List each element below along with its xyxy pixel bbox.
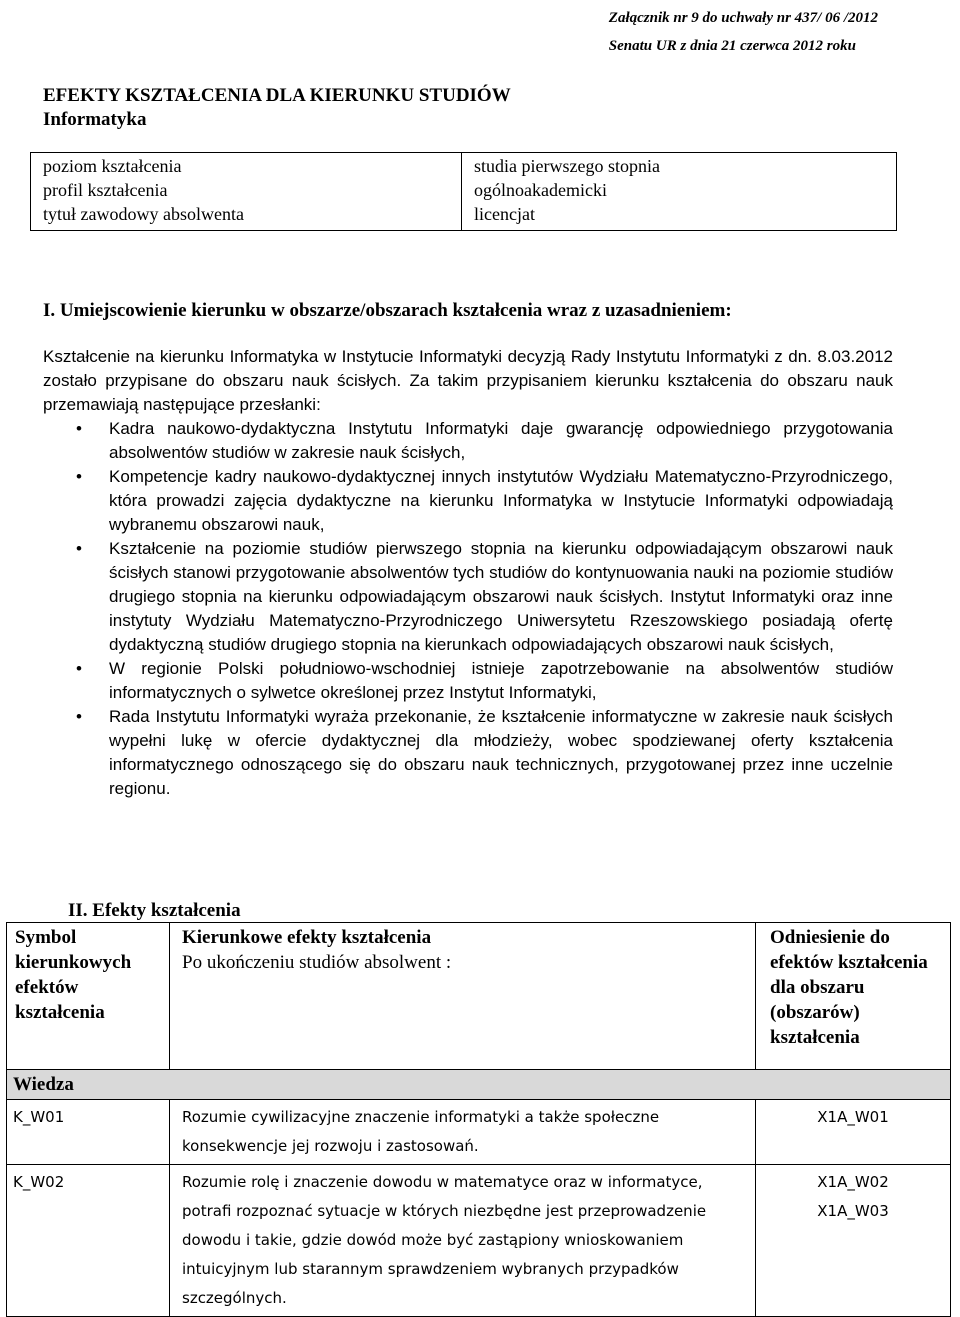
section-2-title: II. Efekty kształcenia xyxy=(68,900,241,921)
rationale-item xyxy=(43,537,893,657)
page-title xyxy=(43,84,511,132)
rationale-text: Kompetencje kadry naukowo-dydaktycznej innych instytutów Wydziału Matematyczno-Przyrodniczego, która prowadzi zajęcia dydaktyczne na kierunku Informatyka w Instytucie Informatyki odpowiadają wybranemu obszarowi nauk, xyxy=(109,467,893,534)
rationale-text: Kadra naukowo-dydaktyczna Instytutu Informatyki daje gwarancję odpowiedniego przygotowania absolwentów studiów w zakresie nauk ścisłych, xyxy=(109,419,893,462)
reference-code: X1A_W02 xyxy=(817,1173,889,1191)
info-value-level: studia pierwszego stopnia xyxy=(474,156,660,176)
attachment-line-2: Senatu UR z dnia 21 czerwca 2012 roku xyxy=(608,38,856,54)
header-reference: Odniesienie do efektów kształcenia dla obszaru (obszarów) kształcenia xyxy=(756,923,951,1070)
section-1-intro: Kształcenie na kierunku Informatyka w Instytucie Informatyki decyzją Rady Instytutu Informatyki z dn. 8.03.2012 zostało przypisane do obszaru nauk ścisłych. Za takim przypisaniem kierunku kształcenia do obszaru nauk przemawiają następujące przesłanki: xyxy=(43,347,893,414)
category-label: Wiedza xyxy=(7,1070,951,1100)
reference-code: X1A_W01 xyxy=(817,1108,889,1126)
header-outcomes-title: Kierunkowe efekty kształcenia xyxy=(182,927,432,948)
outcome-code: K_W01 xyxy=(7,1100,170,1165)
reference-code: X1A_W03 xyxy=(817,1202,889,1220)
table-row xyxy=(7,1100,951,1165)
program-info-labels xyxy=(31,153,462,231)
outcome-description: Rozumie cywilizacyjne znaczenie informatyki a także społeczne konsekwencje jej rozwoju i zastosowań. xyxy=(170,1100,756,1165)
rationale-list xyxy=(43,417,893,801)
category-row xyxy=(7,1070,951,1100)
attachment-note xyxy=(609,4,878,60)
info-label-level: poziom kształcenia xyxy=(43,156,182,176)
page-title-line-1: EFEKTY KSZTAŁCENIA DLA KIERUNKU STUDIÓW xyxy=(43,85,511,106)
attachment-line-1: Załącznik nr 9 do uchwały nr 437/ 06 /2012 xyxy=(608,10,878,26)
section-1-title: I. Umiejscowienie kierunku w obszarze/obszarach kształcenia wraz z uzasadnieniem: xyxy=(43,300,732,321)
info-value-profile: ogólnoakademicki xyxy=(474,180,607,200)
outcome-reference xyxy=(756,1165,951,1317)
rationale-item xyxy=(43,657,893,705)
rationale-item xyxy=(43,465,893,537)
info-label-title: tytuł zawodowy absolwenta xyxy=(43,204,244,224)
table-row xyxy=(7,1165,951,1317)
rationale-text: W regionie Polski południowo-wschodniej istnieje zapotrzebowanie na absolwentów studiów informatycznych o sylwetce określonej przez Instytut Informatyki, xyxy=(109,659,893,702)
outcome-code: K_W02 xyxy=(7,1165,170,1317)
learning-outcomes-table xyxy=(6,922,951,1317)
bullet-icon: • xyxy=(76,659,82,678)
header-outcomes-subtitle: Po ukończeniu studiów absolwent : xyxy=(182,952,452,973)
header-symbol: Symbol kierunkowych efektów kształcenia xyxy=(7,923,170,1070)
info-label-profile: profil kształcenia xyxy=(43,180,168,200)
info-value-title: licencjat xyxy=(474,204,535,224)
program-info-table xyxy=(30,152,897,231)
program-info-values xyxy=(462,153,897,231)
bullet-icon: • xyxy=(76,539,82,558)
outcome-reference xyxy=(756,1100,951,1165)
header-outcomes xyxy=(170,923,756,1070)
table-header-row xyxy=(7,923,951,1070)
rationale-item xyxy=(43,417,893,465)
outcome-description: Rozumie rolę i znaczenie dowodu w matematyce oraz w informatyce, potrafi rozpoznać sytuacje w których niezbędne jest przeprowadzenie dowodu i takie, gdzie dowód może być zastąpiony wnioskowaniem intuicyjnym lub starannym sprawdzeniem wybranych przypadków szczególnych. xyxy=(170,1165,756,1317)
bullet-icon: • xyxy=(76,467,82,486)
bullet-icon: • xyxy=(76,419,82,438)
rationale-text: Kształcenie na poziomie studiów pierwszego stopnia na kierunku odpowiadającym obszarowi nauk ścisłych stanowi przygotowanie absolwentów tych studiów do kontynuowania nauki na poziomie studiów drugiego stopnia na kierunku odpowiadającym obszarowi nauk ścisłych. Instytut Informatyki oraz inne instytuty Wydziału Matematyczno-Przyrodniczego Uniwersytetu Rzeszowskiego posiadają ofertę dydaktyczną studiów drugiego stopnia na kierunkach odpowiadających obszarowi nauk ścisłych, xyxy=(109,539,893,654)
page-title-line-2: Informatyka xyxy=(43,109,147,130)
rationale-item xyxy=(43,705,893,801)
rationale-text: Rada Instytutu Informatyki wyraża przekonanie, że kształcenie informatyczne w zakresie nauk ścisłych wypełni lukę w ofercie dydaktycznej dla młodzieży, wobec spodziewanej oferty kształcenia informatycznego odnoszącego się do obszaru nauk technicznych, przygotowanej przez inne uczelnie regionu. xyxy=(109,707,893,798)
section-1-body xyxy=(43,345,893,801)
bullet-icon: • xyxy=(76,707,82,726)
